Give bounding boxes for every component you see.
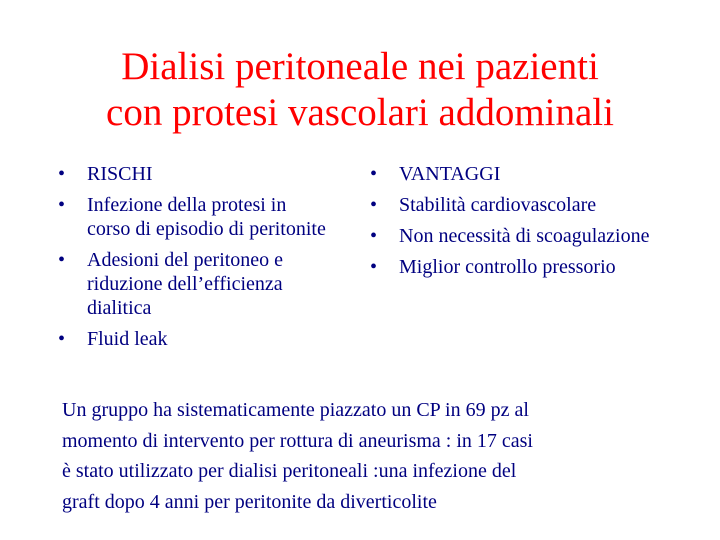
list-item-text: Fluid leak — [87, 328, 168, 350]
advantages-list — [370, 162, 680, 286]
paragraph-line: è stato utilizzato per dialisi peritoneali :una infezione del — [62, 460, 517, 482]
bullet-icon: • — [370, 163, 378, 185]
list-item — [58, 162, 333, 186]
bullet-icon: • — [370, 194, 378, 216]
bullet-icon: • — [370, 256, 378, 278]
list-item — [370, 255, 680, 279]
bullet-icon: • — [370, 225, 378, 247]
list-item-text: Adesioni del peritoneo e riduzione dell’efficienza dialitica — [87, 249, 284, 319]
paragraph-line: Un gruppo ha sistematicamente piazzato un CP in 69 pz al — [62, 399, 529, 421]
bullet-icon: • — [58, 194, 66, 216]
list-item-text: Stabilità cardiovascolare — [399, 194, 597, 216]
summary-paragraph — [62, 395, 682, 517]
bullet-icon: • — [58, 249, 66, 271]
list-item — [58, 248, 333, 320]
list-item-text: VANTAGGI — [399, 163, 501, 185]
list-item-text: Infezione della protesi in corso di episodio di peritonite — [87, 194, 326, 240]
list-item-text: Non necessità di scoagulazione — [399, 225, 650, 247]
paragraph-line: momento di intervento per rottura di aneurisma : in 17 casi — [62, 429, 533, 452]
list-item — [370, 162, 680, 186]
list-item — [58, 327, 333, 351]
paragraph-line: graft dopo 4 anni per peritonite da diverticolite — [62, 490, 437, 513]
title-line-2: con protesi vascolari addominali — [106, 91, 614, 134]
list-item-text: RISCHI — [87, 163, 153, 185]
bullet-icon: • — [58, 163, 66, 185]
title-line-1: Dialisi peritoneale nei pazienti — [121, 45, 599, 88]
list-item — [370, 224, 680, 248]
list-item — [58, 193, 333, 241]
bullet-icon: • — [58, 328, 66, 350]
risks-list — [58, 162, 333, 358]
slide-title — [0, 44, 720, 136]
list-item-text: Miglior controllo pressorio — [399, 256, 616, 278]
list-item — [370, 193, 680, 217]
